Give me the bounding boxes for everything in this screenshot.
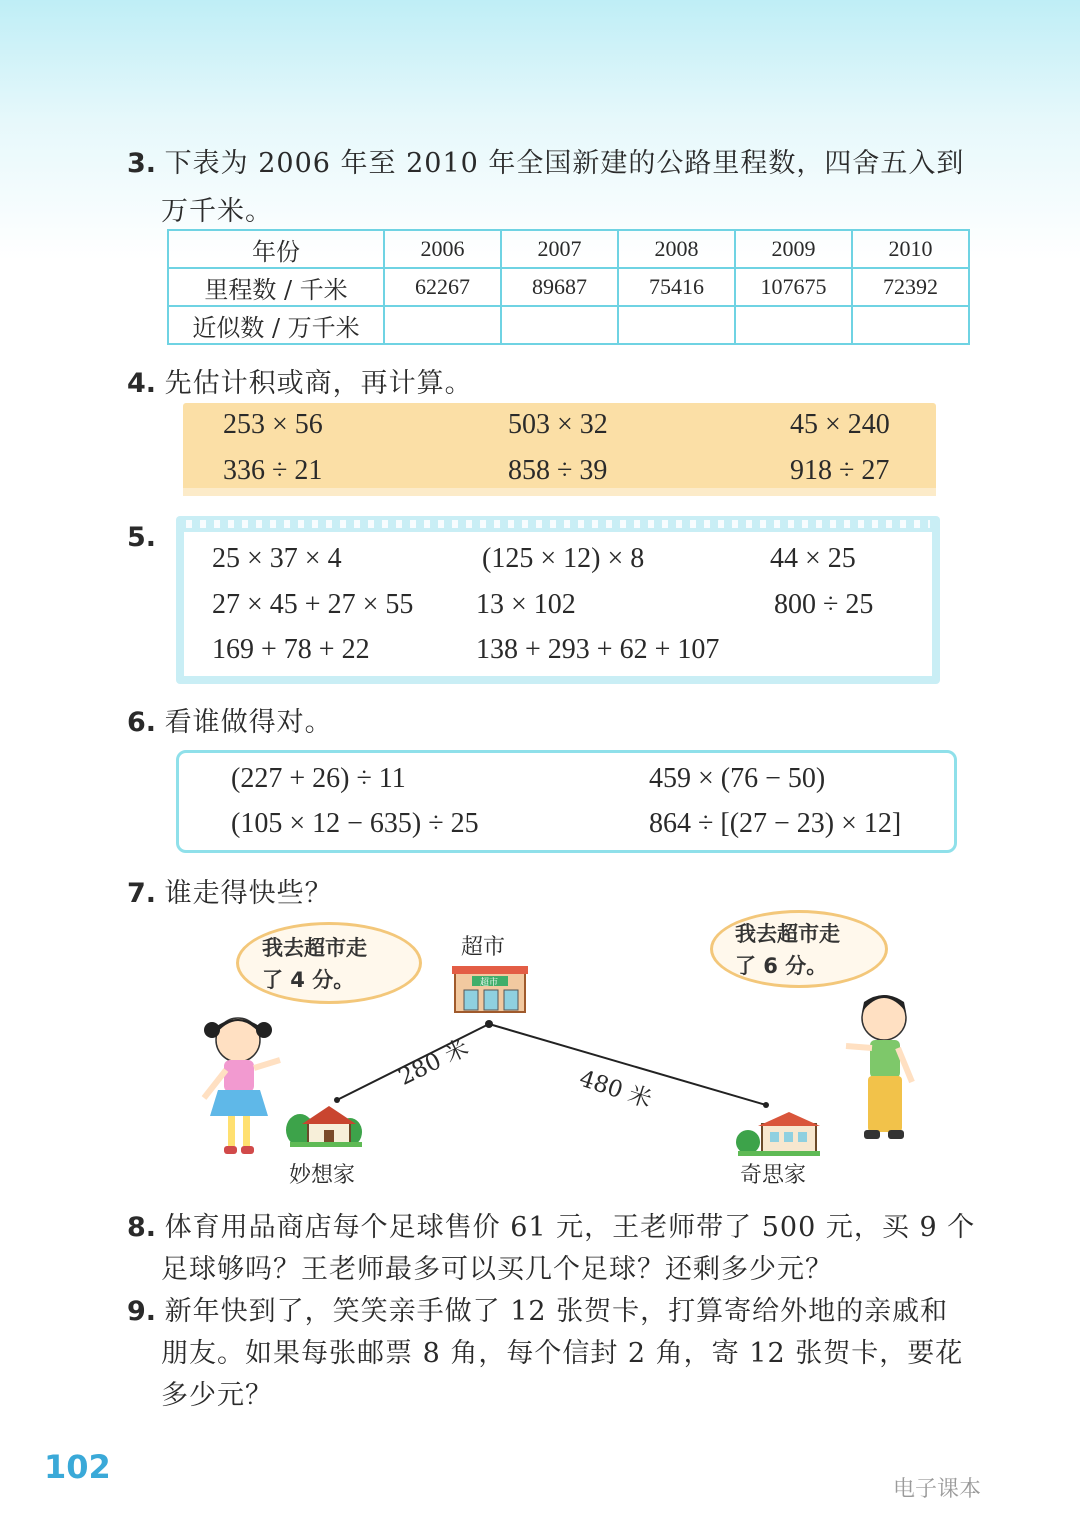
girl-character-icon	[204, 1018, 280, 1154]
q8-line1	[127, 1205, 975, 1244]
q7-number: 7.	[127, 878, 157, 909]
year-cell: 2010	[852, 230, 969, 268]
q6-expr: 864 ÷ [(27 − 23) × 12]	[649, 808, 902, 839]
mileage-cell: 62267	[384, 268, 501, 306]
bubble-left-line2: 了 4 分。	[262, 968, 355, 992]
home-left-label: 妙想家	[289, 1163, 356, 1188]
q4-expr: 503 × 32	[508, 409, 608, 440]
q8-line2: 足球够吗？王老师最多可以买几个足球？还剩多少元？	[161, 1254, 833, 1285]
q9-text: 新年快到了，笑笑亲手做了 12 张贺卡，打算寄给外地的亲戚和	[164, 1296, 949, 1327]
q9-line1	[127, 1289, 948, 1328]
q4-expr: 858 ÷ 39	[508, 455, 608, 486]
q3-number: 3.	[127, 148, 157, 179]
mileage-cell: 75416	[618, 268, 735, 306]
q4-expr: 918 ÷ 27	[790, 455, 890, 486]
q7-text: 谁走得快些？	[164, 878, 333, 909]
watermark-text: 电子课本	[893, 1477, 982, 1502]
q4-expr: 253 × 56	[223, 409, 323, 440]
bubble-left-line1: 我去超市走	[262, 936, 367, 960]
year-cell: 2009	[735, 230, 852, 268]
q6-expr: (105 × 12 − 635) ÷ 25	[231, 808, 479, 839]
q8-text: 体育用品商店每个足球售价 61 元，王老师带了 500 元，买 9 个	[164, 1212, 976, 1243]
q5-expr: 169 + 78 + 22	[212, 634, 370, 665]
q6-number: 6.	[127, 707, 157, 738]
route-node	[334, 1097, 340, 1103]
q5-number: 5.	[127, 522, 157, 553]
house-icon-right	[736, 1112, 820, 1156]
home-right-label: 奇思家	[740, 1163, 807, 1188]
q9-line3: 多少元？	[161, 1380, 273, 1411]
q6-text: 看谁做得对。	[164, 707, 333, 738]
q8-number: 8.	[127, 1212, 157, 1243]
mileage-cell: 107675	[735, 268, 852, 306]
q5-expr: (125 × 12) × 8	[482, 543, 645, 574]
boy-character-icon	[846, 995, 912, 1139]
house-icon-left	[286, 1106, 362, 1147]
shop-sign: 超市	[480, 978, 499, 988]
supermarket-icon	[452, 966, 528, 1012]
q9-line2: 朋友。如果每张邮票 8 角，每个信封 2 角，寄 12 张贺卡，要花	[161, 1338, 964, 1369]
q6-expr: 459 × (76 − 50)	[649, 763, 826, 794]
route-node	[485, 1020, 493, 1028]
q9-number: 9.	[127, 1296, 157, 1327]
year-cell: 2006	[384, 230, 501, 268]
q4-expr: 336 ÷ 21	[223, 455, 323, 486]
q5-expr: 138 + 293 + 62 + 107	[476, 634, 720, 665]
row-header-approx: 近似数 / 万千米	[168, 306, 384, 344]
q4-text: 先估计积或商，再计算。	[164, 368, 473, 399]
route-node	[763, 1102, 769, 1108]
q4-number: 4.	[127, 368, 157, 399]
page-number: 102	[44, 1448, 111, 1486]
q5-expr: 25 × 37 × 4	[212, 543, 342, 574]
bubble-right-line1: 我去超市走	[735, 922, 840, 946]
supermarket-label: 超市	[461, 935, 506, 960]
year-cell: 2008	[618, 230, 735, 268]
distance-right-label: 480 米	[576, 1065, 655, 1114]
q5-expr: 27 × 45 + 27 × 55	[212, 589, 414, 620]
q4-expr: 45 × 240	[790, 409, 890, 440]
row-header-mileage: 里程数 / 千米	[168, 268, 384, 306]
q3-line2: 万千米。	[161, 196, 273, 227]
mileage-cell: 89687	[501, 268, 618, 306]
distance-left-label: 280 米	[394, 1034, 473, 1091]
year-cell: 2007	[501, 230, 618, 268]
q5-expr: 44 × 25	[770, 543, 856, 574]
q5-expr: 13 × 102	[476, 589, 576, 620]
q6-expr: (227 + 26) ÷ 11	[231, 763, 406, 794]
bubble-right-line2: 了 6 分。	[735, 954, 828, 978]
q3-text: 下表为 2006 年至 2010 年全国新建的公路里程数，四舍五入到	[164, 148, 965, 179]
mileage-cell: 72392	[852, 268, 969, 306]
row-header-year: 年份	[168, 230, 384, 268]
q5-expr: 800 ÷ 25	[774, 589, 874, 620]
